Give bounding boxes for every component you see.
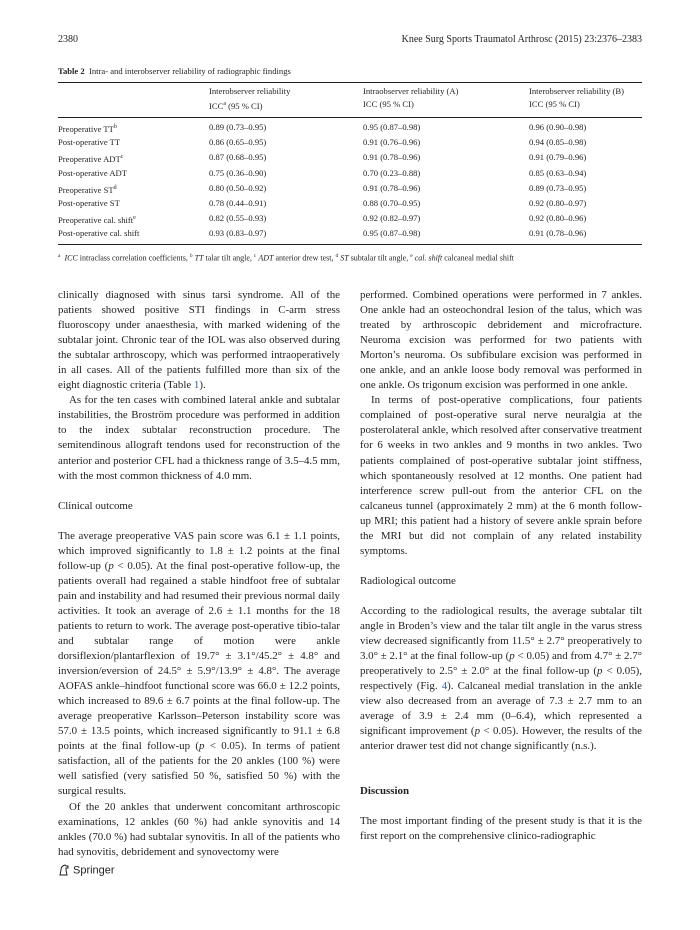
table-cell: 0.87 (0.68–0.95) (209, 152, 267, 163)
table-title: Intra- and interobserver reliability of radiographic findings (88, 66, 291, 76)
table-cell: 0.95 (0.87–0.98) (363, 122, 421, 132)
paragraph: As for the ten cases with combined lateral ankle and subtalar instabilities, the Broström procedure was performed in addition to the index subtalar reconstruction procedure. The semitendinous allograft tendons used for reconstruction of the anterior and posterior CFL had a thickness range of 3.5–4.5 mm, with the most common thickness of 4.0 mm. (58, 394, 340, 482)
table-cell: 0.91 (0.78–0.96) (363, 152, 421, 163)
table-cell: 0.82 (0.55–0.93) (209, 213, 267, 224)
paragraph: The average preoperative VAS pain score was 6.1 ± 1.1 points, which improved significantly to 1.8 ± 1.2 points at the final follow-up (p < 0.05). At the final post-operative follow-up, the patients overall had regained a stable hindfoot free of subtalar pain and instability and had resumed their previous normal daily activities. It took an average of 2.6 ± 1.1 months for the 18 patients to return to work. The average post-operative tibio-talar and subtalar range of motion were ankle dorsiflexion/plantarflexion of 19.7° ± 3.1°/45.2° ± 4.8° and inversion/eversion of 24.5° ± 5.9°/13.9° ± 4.8°. The average AOFAS ankle–hindfoot functional score was 66.0 ± 12.2 points, which increased to 89.6 ± 6.7 points at the final follow-up. The average preoperative Karlsson–Peterson instability score was 57.0 ± 13.5 points, which increased significantly to 91.1 ± 6.8 points at the final follow-up (p < 0.05). In terms of patient satisfaction, all of the patients for the 20 ankles (100 %) were well satisfied (very satisfied 50 %, satisfied 50 %) with the surgical results. (58, 529, 340, 798)
table-row-label: Post-operative ST (58, 198, 120, 208)
table-cell: 0.75 (0.36–0.90) (209, 167, 267, 178)
publisher-name: Springer (73, 864, 115, 877)
paragraph: According to the radiological results, the average subtalar tilt angle in Broden’s view and the talar tilt angle in the varus stress view decreased significantly from 11.5° ± 2.7° preoperatively to 3.0° ± 2.1° at the final follow-up (p < 0.05) and from 4.7° ± 2.7° preoperatively to 2.5° ± 2.0° at the final follow-up (p < 0.05), respectively (Fig. 4). Calcaneal medial translation in the ankle view also decreased from an average of 7.3 ± 2.7 mm to an average of 3.9 ± 2.4 mm (0–6.4), which represented a significant improvement (p < 0.05). However, the results of the anterior drawer test did not change significantly (n.s.). (360, 604, 643, 753)
table-row-label: Preoperative $TT^b$ (58, 123, 117, 134)
table-cell: 0.91 (0.78–0.96) (363, 182, 421, 193)
journal-citation: Knee Surg Sports Traumatol Arthrosc (2015) 23:2376–2383 (401, 34, 642, 45)
table-row-label: Preoperative cal. shift$^e$ (58, 215, 136, 226)
table-cell: 0.85 (0.63–0.94) (529, 167, 587, 178)
table-row-label: Post-operative TT (58, 137, 121, 148)
table-cell: 0.95 (0.87–0.98) (363, 228, 421, 239)
table-row-label: Preoperative $ST^d$ (58, 184, 117, 195)
figure-reference-link[interactable]: 4 (441, 680, 448, 693)
col-header-3-line2: ICC (95 % CI) (529, 99, 580, 109)
table-row-label: Post-operative ADT (58, 167, 127, 178)
left-column (58, 288, 340, 860)
table-cell: 0.92 (0.80–0.96) (529, 213, 587, 224)
table-cell: 0.91 (0.78–0.96) (529, 228, 587, 239)
table-footnote: $^a$ ICC intraclass correlation coefficients, $^b$ TT talar tilt angle, $^c$ ADT anterior drew test, $^d$ ST subtalar tilt angle, $^e$ cal. shift calcaneal medial shift (58, 253, 514, 263)
table-cell: 0.94 (0.85–0.98) (529, 137, 587, 148)
paragraph: performed. Combined operations were performed in 7 ankles. One ankle had an osteochondral lesion of the talus, which was treated by arthroscopic debridement and microfracture. Neuroma excision was performed for two patients with Morton’s neuroma. Os subfibulare excision was performed in one ankle, and an ankle loose body removal was performed in one ankle. Os trigonum excision was performed in one ankle. (360, 289, 642, 392)
paragraph: clinically diagnosed with sinus tarsi syndrome. All of the patients showed positive STI findings in C-arm stress fluoroscopy under anaesthesia, with marked widening of the subtalar joint. Chronic tear of the IOL was also observed during the subtalar arthroscopy, which was performed intraoperatively in all cases. All of the patients fulfilled more than six of the eight diagnostic criteria (Table 1). (58, 289, 340, 392)
table-cell: 0.88 (0.70–0.95) (363, 198, 421, 208)
table-cell: 0.96 (0.90–0.98) (529, 122, 587, 132)
table-cell: 0.89 (0.73–0.95) (529, 182, 587, 193)
table-cell: 0.92 (0.82–0.97) (363, 213, 421, 224)
table-header-rule (58, 117, 642, 118)
table-cell: 0.92 (0.80–0.97) (529, 198, 587, 208)
table-cell: 0.86 (0.65–0.95) (209, 137, 267, 148)
col-header-2-line1: Intraobserver reliability (A) (363, 86, 459, 96)
paragraph: Of the 20 ankles that underwent concomitant arthroscopic examinations, 12 ankles (60 %) had ankle synovitis and 14 ankles (70.0 %) had subtalar synovitis. In all of the patients who had synovitis, debridement and synovectomy were (58, 800, 340, 858)
section-heading-discussion: Discussion (360, 785, 410, 798)
paragraph: In terms of post-operative complications, four patients complained of post-operative sural nerve neuralgia at the posterolateral ankle, which resolved after conservative treatment for 6 weeks in two ankles and 9 months in two ankles. Two patients complained of post-operative subtalar joint stiffness, which spontaneously resolved at 12 months. One patient had interference screw pull-out from the anterior CFL on the calcaneus tunnel (approximately 2 mm) at the 6 month follow-up MRI; this patient had a history of severe ankle sprain before the MRI but did not complain of any related instability symptoms. (360, 394, 642, 557)
table-cell: 0.91 (0.79–0.96) (529, 152, 587, 163)
table-cell: 0.93 (0.83–0.97) (209, 228, 267, 239)
right-column (360, 288, 642, 845)
table-cell: 0.91 (0.76–0.96) (363, 137, 421, 148)
section-heading-clinical-outcome: Clinical outcome (58, 499, 133, 512)
springer-horse-icon (58, 864, 70, 876)
section-heading-radiological-outcome: Radiological outcome (360, 574, 456, 587)
table-row-label: Post-operative cal. shift (58, 228, 140, 239)
table-row-label: Preoperative ADT$^c$ (58, 154, 124, 165)
table-cell: 0.70 (0.23–0.88) (363, 167, 421, 178)
table-label: Table 2 (58, 66, 85, 76)
col-header-3-line1: Interobserver reliability (B) (529, 86, 624, 96)
col-header-1-line1: Interobserver reliability (209, 86, 291, 96)
col-header-1-line2: ICC$^a$ (95 % CI) (209, 100, 263, 111)
page-footer (58, 862, 115, 878)
page-number: 2380 (58, 34, 78, 45)
table-reference-link[interactable]: 1 (193, 379, 200, 392)
table-cell: 0.89 (0.73–0.95) (209, 122, 267, 132)
paragraph: The most important finding of the present study is that it is the first report on the comprehensive clinico-radiographic (360, 815, 642, 843)
col-header-2-line2: ICC (95 % CI) (363, 99, 414, 109)
table-cell: 0.80 (0.50–0.92) (209, 182, 267, 193)
table-cell: 0.78 (0.44–0.91) (209, 198, 267, 208)
table-bottom-rule (58, 244, 642, 245)
